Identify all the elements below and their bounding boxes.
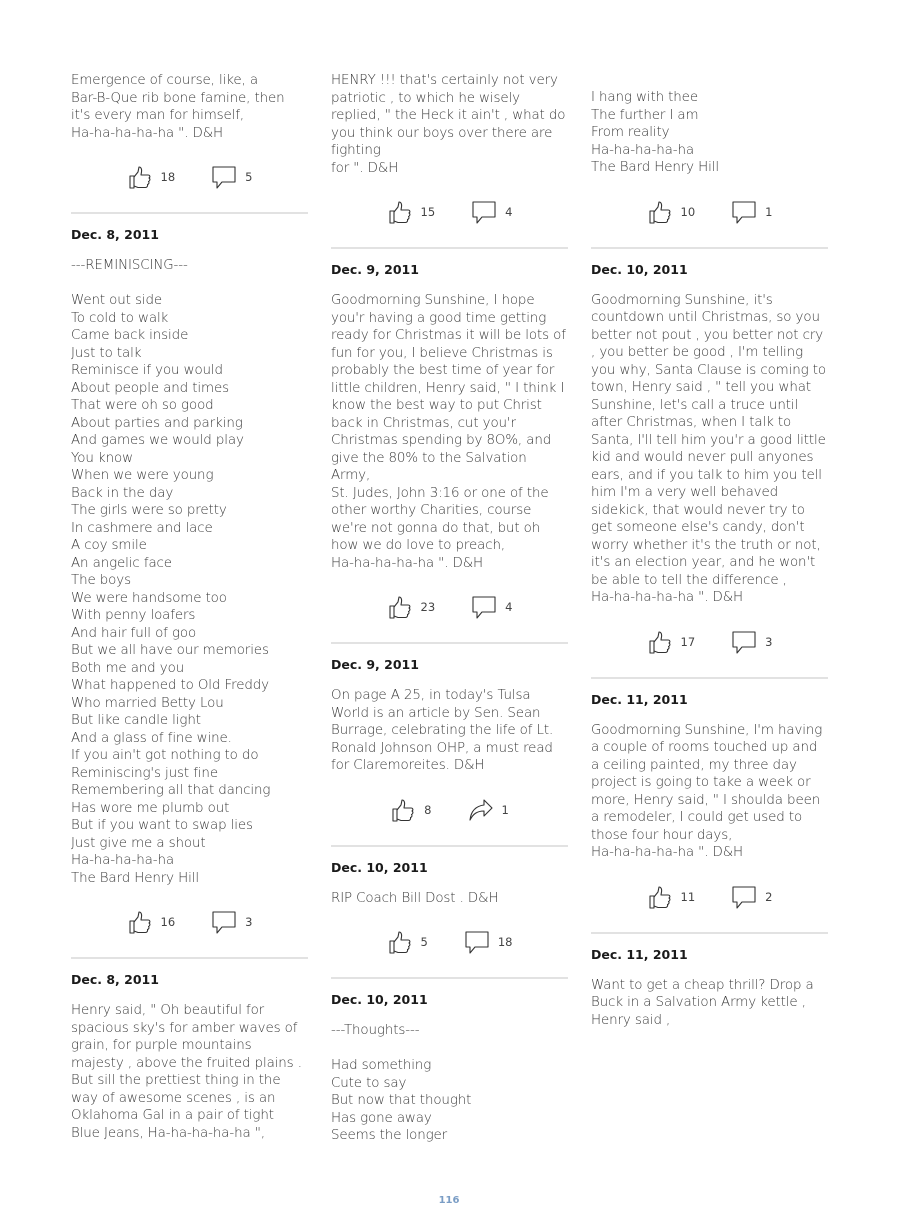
comment-button[interactable] xyxy=(471,594,512,620)
page-number: 116 xyxy=(438,1195,460,1206)
like-button[interactable] xyxy=(387,199,436,225)
post-text: I hang with thee The further I am From reality Ha-ha-ha-ha-ha The Bard Henry Hill xyxy=(591,90,719,175)
like-button[interactable] xyxy=(647,884,696,910)
post-divider xyxy=(71,957,308,959)
like-button[interactable] xyxy=(127,909,176,935)
comment-count: 18 xyxy=(497,935,513,949)
comment-icon xyxy=(211,909,237,935)
comment-button[interactable] xyxy=(471,199,512,225)
comment-icon xyxy=(471,199,497,225)
comment-button[interactable] xyxy=(731,629,772,655)
comment-count: 2 xyxy=(765,889,773,904)
post-stats xyxy=(71,142,308,212)
post-text: Want to get a cheap thrill? Drop a Buck in a Salvation Army kettle , Henry said , xyxy=(591,977,814,1028)
post-stats xyxy=(331,177,568,247)
comment-button[interactable] xyxy=(464,929,513,955)
thumbs-up-icon xyxy=(387,199,413,225)
post xyxy=(331,262,568,644)
post-text: HENRY !!! that's certainly not very patriotic , to which he wisely replied, " the Heck it ain't , what do you think our boys over there are fighting for ". D&H xyxy=(331,73,566,176)
column-2 xyxy=(331,72,568,1145)
thumbs-up-icon xyxy=(387,929,413,955)
comment-count: 4 xyxy=(505,205,513,219)
post-text: ---Thoughts--- Had something Cute to say But now that thought Has gone away Seems the longer xyxy=(331,1023,472,1143)
column-3 xyxy=(591,89,828,1029)
comment-icon xyxy=(464,929,490,955)
comment-button[interactable] xyxy=(211,164,252,190)
comment-count: 3 xyxy=(765,634,773,649)
post-text: RIP Coach Bill Dost . D&H xyxy=(331,890,499,906)
post-divider xyxy=(331,642,568,644)
like-count: 23 xyxy=(420,600,436,614)
post-divider xyxy=(591,932,828,934)
post-date: Dec. 9, 2011 xyxy=(331,262,419,277)
post-text: Henry said, " Oh beautiful for spacious sky's for amber waves of grain, for purple mountains majesty , above the fruited plains . But sill the prettiest thing in the way of awesome scenes , is an Oklahoma Gal in a pair of tight Blue Jeans, Ha-ha-ha-ha-ha ", xyxy=(71,1003,302,1141)
post xyxy=(591,947,828,1030)
post xyxy=(331,72,568,249)
post-text: ---REMINISCING--- Went out side To cold to walk Came back inside Just to talk Reminisce if you would About people and times That were oh so good About parties and parking And games we would play You know When we were young Back in the day The girls were so pretty In cashmere and lace A coy smile An angelic face The boys We were handsome too With penny loafers And hair full of goo But we all have our memories Both me and you What happened to Old Freddy Who married Betty Lou But like candle light And a glass of fine wine. If you ain't got nothing to do Reminiscing's just fine Remembering all that dancing Has wore me plumb out But if you want to swap lies Just give me a shout Ha-ha-ha-ha-ha The Bard Henry Hill xyxy=(71,258,271,886)
post xyxy=(331,657,568,847)
post-text: On page A 25, in today's Tulsa World is an article by Sen. Sean Burrage, celebrating the life of Lt. Ronald Johnson OHP, a must read for Claremoreites. D&H xyxy=(331,688,554,773)
comment-count: 1 xyxy=(765,204,773,219)
post xyxy=(591,262,828,679)
post xyxy=(331,992,568,1145)
like-count: 5 xyxy=(420,935,428,949)
post xyxy=(591,692,828,934)
post-divider xyxy=(71,212,308,214)
post-stats xyxy=(591,607,828,677)
like-count: 17 xyxy=(680,634,696,649)
post-divider xyxy=(331,977,568,979)
thumbs-up-icon xyxy=(390,797,416,823)
comment-icon xyxy=(731,199,757,225)
like-count: 11 xyxy=(680,889,696,904)
post-stats xyxy=(331,775,568,845)
comment-count: 3 xyxy=(245,915,253,929)
comment-button[interactable] xyxy=(731,884,772,910)
post xyxy=(331,860,568,980)
post-stats xyxy=(71,887,308,957)
like-button[interactable] xyxy=(647,199,696,225)
post-date: Dec. 11, 2011 xyxy=(591,946,688,962)
post-text: Goodmorning Sunshine, it's countdown until Christmas, so you better not pout , you better not cry , you better be good , I'm telling you why, Santa Clause is coming to town, Henry said , " tell you what Sunshine, let's call a truce until after Christmas, when I talk to Santa, I'll tell him you'r a good little kid and would never pull anyones ears, and if you talk to him you tell him I'm a very well behaved sidekick, that would never try to get someone else's candy, don't worry whether it's the truth or not, it's an election year, and he won't be able to tell the difference , Ha-ha-ha-ha-ha ". D&H xyxy=(591,292,826,605)
post-stats xyxy=(591,862,828,932)
like-button[interactable] xyxy=(387,594,436,620)
post-divider xyxy=(591,247,828,249)
post xyxy=(71,72,308,214)
comment-button[interactable] xyxy=(731,199,772,225)
share-count: 1 xyxy=(501,802,509,817)
post-date: Dec. 10, 2011 xyxy=(591,261,688,277)
post-stats xyxy=(331,572,568,642)
post xyxy=(71,972,308,1142)
thumbs-up-icon xyxy=(127,164,153,190)
thumbs-up-icon xyxy=(647,884,673,910)
like-button[interactable] xyxy=(387,929,428,955)
post xyxy=(591,89,828,249)
like-count: 16 xyxy=(160,915,176,929)
like-count: 18 xyxy=(160,170,176,184)
comment-icon xyxy=(731,884,757,910)
post-text: Goodmorning Sunshine, I hope you'r having a good time getting ready for Christmas it will be lots of fun for you, I believe Christmas is probably the best time of year for little children, Henry said, " I think I know the best way to put Christ back in Christmas, cut you'r Christmas spending by 8O%, and give the 80% to the Salvation Army, St. Judes, John 3:16 or one of the other worthy Charities, course we're not gonna do that, but oh how we do love to preach, Ha-ha-ha-ha-ha ". D&H xyxy=(331,293,566,571)
column-1 xyxy=(71,72,308,1142)
comment-button[interactable] xyxy=(211,909,252,935)
post-divider xyxy=(591,677,828,679)
like-count: 8 xyxy=(424,802,432,817)
post-stats xyxy=(591,177,828,247)
post-date: Dec. 8, 2011 xyxy=(71,227,159,242)
post-date: Dec. 8, 2011 xyxy=(71,972,159,987)
comment-count: 4 xyxy=(505,600,513,614)
thumbs-up-icon xyxy=(647,199,673,225)
thumbs-up-icon xyxy=(647,629,673,655)
share-button[interactable] xyxy=(468,797,509,823)
post-divider xyxy=(331,845,568,847)
thumbs-up-icon xyxy=(127,909,153,935)
comment-count: 5 xyxy=(245,170,253,184)
like-button[interactable] xyxy=(127,164,176,190)
comment-icon xyxy=(211,164,237,190)
share-icon xyxy=(468,797,494,823)
post-date: Dec. 10, 2011 xyxy=(331,992,428,1007)
like-button[interactable] xyxy=(647,629,696,655)
comment-icon xyxy=(471,594,497,620)
post-date: Dec. 10, 2011 xyxy=(331,859,428,875)
thumbs-up-icon xyxy=(387,594,413,620)
post-date: Dec. 11, 2011 xyxy=(591,691,688,707)
like-button[interactable] xyxy=(390,797,431,823)
post-divider xyxy=(331,247,568,249)
like-count: 10 xyxy=(680,204,696,219)
comment-icon xyxy=(731,629,757,655)
post xyxy=(71,227,308,959)
post-text: Emergence of course, like, a Bar-B-Que rib bone famine, then it's every man for himself, Ha-ha-ha-ha-ha ". D&H xyxy=(71,73,285,141)
post-stats xyxy=(331,907,568,977)
post-text: Goodmorning Sunshine, I'm having a couple of rooms touched up and a ceiling painted, my three day project is going to take a week or more, Henry said, " I shoulda been a remodeler, I could get used to those four hour days, Ha-ha-ha-ha-ha ". D&H xyxy=(591,722,823,860)
like-count: 15 xyxy=(420,205,436,219)
post-date: Dec. 9, 2011 xyxy=(331,657,419,672)
